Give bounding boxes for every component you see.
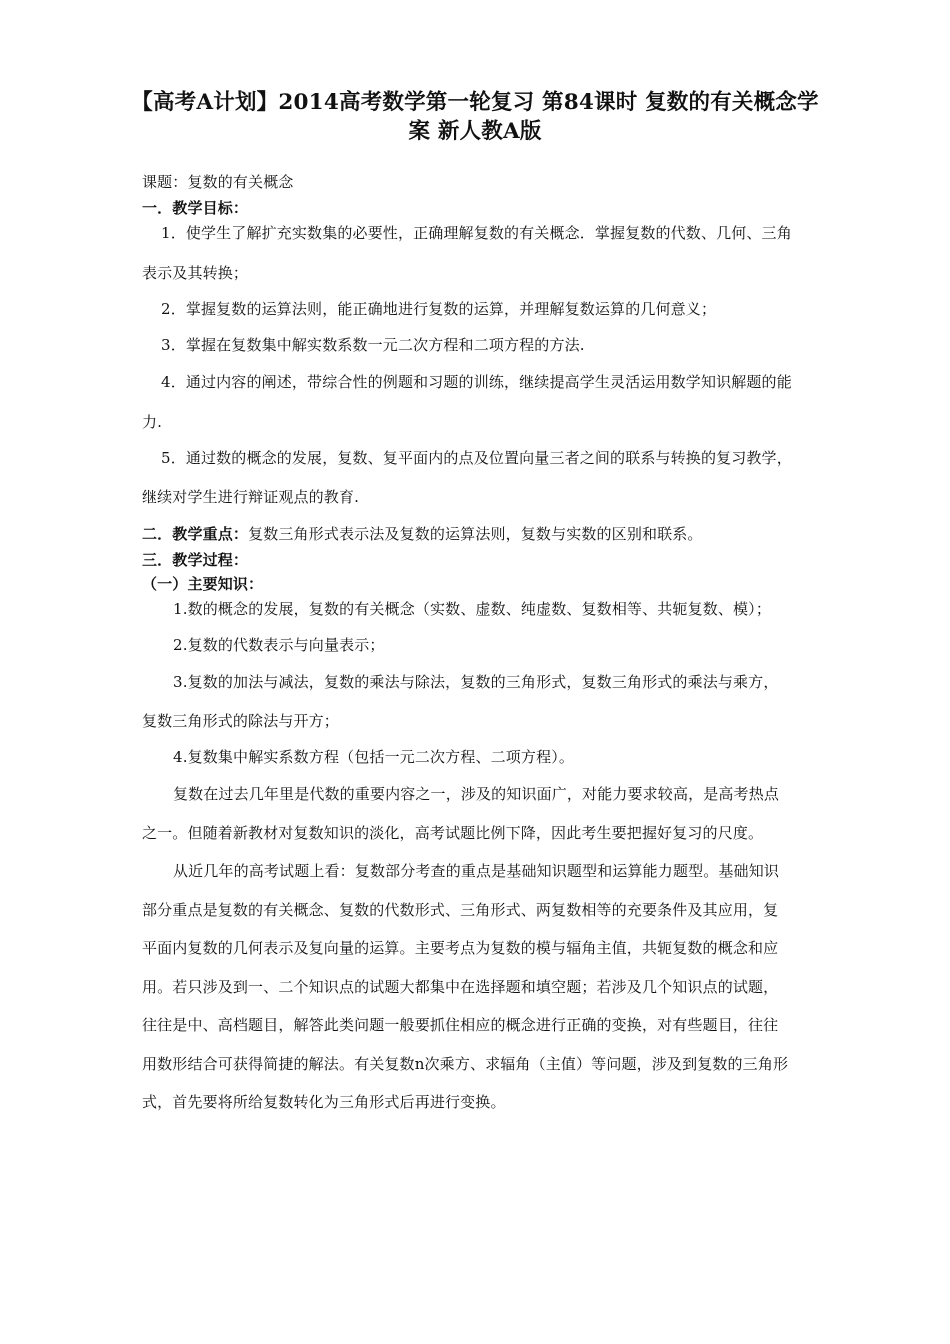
- knowledge-1: 1.数的概念的发展，复数的有关概念（实数、虚数、纯虚数、复数相等、共轭复数、模）；: [173, 600, 771, 618]
- knowledge-4: 4.复数集中解实系数方程（包括一元二次方程、二项方程）。: [173, 748, 575, 766]
- paragraph-2-line-1: 从近几年的高考试题上看：复数部分考查的重点是基础知识题型和运算能力题型。基础知识: [173, 862, 780, 880]
- paragraph-2-line-7: 式，首先要将所给复数转化为三角形式后再进行变换。: [142, 1093, 506, 1111]
- paragraph-2-line-5: 往往是中、高档题目，解答此类问题一般要抓住相应的概念进行正确的变换，对有些题目，往往: [142, 1016, 779, 1034]
- objective-1-cont: 表示及其转换；: [142, 264, 249, 282]
- knowledge-3-cont: 复数三角形式的除法与开方；: [142, 712, 339, 730]
- objective-3: 3．掌握在复数集中解实数系数一元二次方程和二项方程的方法.: [161, 336, 585, 354]
- objective-2: 2．掌握复数的运算法则，能正确地进行复数的运算，并理解复数运算的几何意义；: [161, 300, 717, 318]
- objective-4-cont: 力.: [142, 413, 163, 431]
- section-3-heading: 三．教学过程：: [142, 551, 249, 569]
- objective-1: 1．使学生了解扩充实数集的必要性，正确理解复数的有关概念．掌握复数的代数、几何、三角: [161, 224, 792, 242]
- paragraph-2-line-3: 平面内复数的几何表示及复向量的运算。主要考点为复数的模与辐角主值，共轭复数的概念和应: [142, 939, 779, 957]
- document-title: [80, 88, 870, 146]
- objective-4: 4．通过内容的阐述，带综合性的例题和习题的训练，继续提高学生灵活运用数学知识解题的能: [161, 373, 792, 391]
- knowledge-3: 3.复数的加法与减法，复数的乘法与除法，复数的三角形式，复数三角形式的乘法与乘方，: [173, 673, 779, 691]
- section-1-heading: 一．教学目标：: [142, 199, 249, 217]
- section-2-text: 复数三角形式表示法及复数的运算法则，复数与实数的区别和联系。: [248, 525, 703, 543]
- paragraph-2-line-2: 部分重点是复数的有关概念、复数的代数形式、三角形式、两复数相等的充要条件及其应用，复: [142, 901, 779, 919]
- topic-line: 课题：复数的有关概念: [142, 173, 294, 191]
- paragraph-1-line-2: 之一。但随着新教材对复数知识的淡化，高考试题比例下降，因此考生要把握好复习的尺度。: [142, 824, 764, 842]
- title-line-1: 【高考A计划】2014高考数学第一轮复习 第84课时 复数的有关概念学: [131, 90, 819, 115]
- objective-5: 5．通过数的概念的发展，复数、复平面内的点及位置向量三者之间的联系与转换的复习教学，: [161, 449, 792, 467]
- title-line-2: 案 新人教A版: [408, 119, 542, 144]
- section-2-line: [142, 523, 872, 544]
- paragraph-2-line-6: 用数形结合可获得简捷的解法。有关复数n次乘方、求辐角（主值）等问题，涉及到复数的三角形: [142, 1055, 789, 1073]
- paragraph-2-line-4: 用。若只涉及到一、二个知识点的试题大都集中在选择题和填空题；若涉及几个知识点的试题，: [142, 978, 779, 996]
- section-2-heading: 二．教学重点：: [142, 525, 249, 543]
- section-3-subheading: （一）主要知识：: [142, 575, 264, 593]
- objective-5-cont: 继续对学生进行辩证观点的教育.: [142, 488, 360, 506]
- paragraph-1-line-1: 复数在过去几年里是代数的重要内容之一，涉及的知识面广，对能力要求较高，是高考热点: [173, 785, 780, 803]
- knowledge-2: 2.复数的代数表示与向量表示；: [173, 636, 385, 654]
